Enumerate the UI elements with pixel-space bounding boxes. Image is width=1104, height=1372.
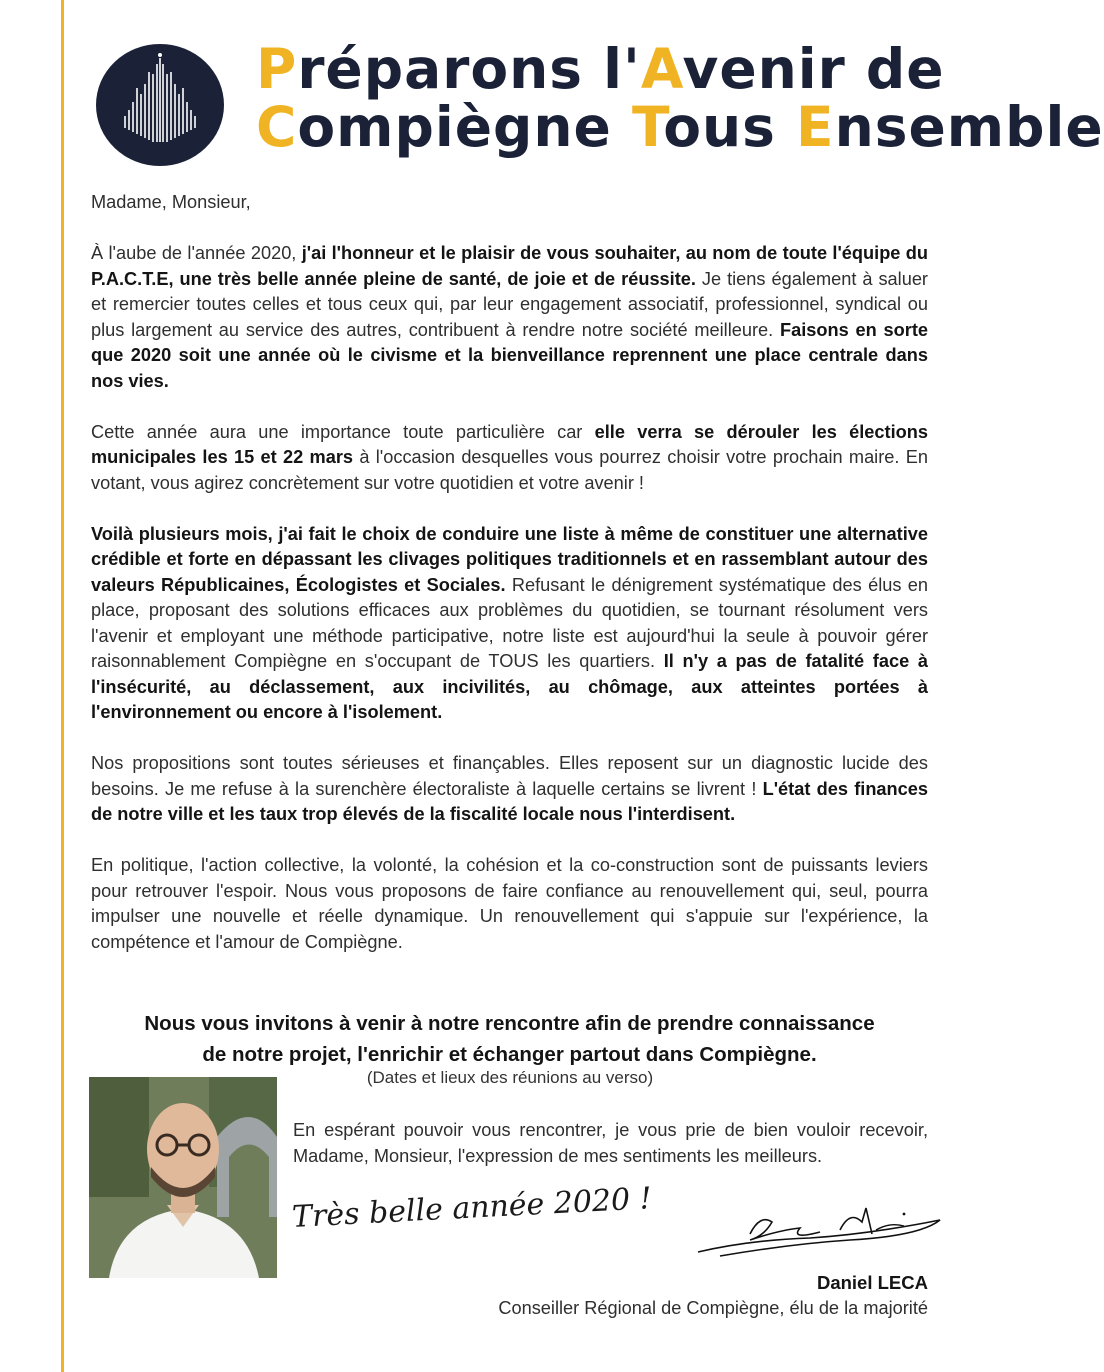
title-text: ous [663,95,797,159]
invitation-line-2: de notre projet, l'enrichir et échanger partout dans Compiègne. [202,1043,817,1066]
paragraph-text: Je tiens également à saluer et remercier toutes celles et tous ceux qui, par leur engagement associatif, professionnel, syndical ou plus largement au service des autres, contribuent à rendre notre société meilleure. [91,268,928,340]
emphasis-text: j'ai l'honneur et le plaisir de vous souhaiter, au nom de toute l'équipe du P.A.C.T.E, une très belle année pleine de santé, de joie et de réussite. [91,243,928,289]
handwritten-wish-text: Très belle année 2020 ! [291,1181,653,1235]
paragraph-text: Refusant le dénigrement systématique des élus en place, proposant des solutions efficaces aux problèmes du quotidien, se tournant résolument vers l'avenir et employant une méthode participative, notre liste est aujourd'hui la seule à pouvoir gérer raisonnablement Compiègne en s'occupant de TOUS les quartiers. [91,574,929,671]
title-text: venir de [682,37,945,101]
page-title [256,37,1104,159]
city-skyline-icon [96,44,224,166]
invitation [91,1008,928,1070]
letter-paragraph [91,853,928,955]
title-initial: T [631,95,664,159]
invitation-line-1: Nous vous invitons à venir à notre rencontre afin de prendre connaissance [144,1012,875,1035]
salutation: Madame, Monsieur, [91,192,251,212]
letter-paragraph [91,522,928,726]
paragraph-text: À l'aube de l'année 2020, [91,243,302,263]
emphasis-text: Voilà plusieurs mois, j'ai fait le choix de conduire une liste à même de constituer une alternative crédible et forte en dépassant les clivages politiques traditionnels et en rassemblant autour des valeurs Républicaines, Écologistes et Sociales. [91,523,928,595]
emphasis-text: Il n'y a pas de fatalité face à l'insécurité, au déclassement, aux incivilités, au chômage, aux atteintes portées à l'environnement ou encore à l'isolement. [91,651,928,722]
paragraph-text: Nos propositions sont toutes sérieuses et finançables. Elles reposent sur un diagnostic lucide des besoins. Je me refuse à la surenchère électoraliste à laquelle certains se livrent ! [91,753,928,799]
title-line-2 [256,95,1104,159]
paragraph-text: En politique, l'action collective, la volonté, la cohésion et la co-construction sont de puissants leviers pour retrouver l'espoir. Nous vous proposons de faire confiance au renouvellement qui, seul, pourra impulser une nouvelle et réelle dynamique. Un renouvellement qui s'appuie sur l'expérience, la compétence et l'amour de Compiègne. [91,855,928,952]
letter-paragraph [91,241,928,394]
title-text: ompiègne [297,95,632,159]
title-initial: A [640,37,683,101]
signature [690,1200,950,1264]
title-text: réparons l' [297,37,641,101]
title-initial: E [796,95,835,159]
letter-body [91,190,928,981]
letter-paragraph [91,751,928,828]
title-initial: C [256,95,298,159]
signer-name: Daniel LECA [816,1272,928,1293]
logo [96,44,224,166]
dates-note: (Dates et lieux des réunions au verso) [366,1068,654,1087]
accent-margin-line [61,0,64,1372]
closing-text: En espérant pouvoir vous rencontrer, je vous prie de bien vouloir recevoir, Madame, Monsieur, l'expression de mes sentiments les meilleurs. [293,1120,928,1166]
title-line-1 [256,37,946,101]
emphasis-text: Faisons en sorte que 2020 soit une année où le civisme et la bienveillance reprennent une place centrale dans nos vies. [91,319,928,391]
emphasis-text: elle verra se dérouler les élections municipales les 15 et 22 mars [91,421,928,467]
signature-icon [690,1200,950,1264]
paragraph-text: à l'occasion desquelles vous pourrez choisir votre prochain maire. En votant, vous agirez concrètement sur votre quotidien et votre avenir ! [91,447,928,493]
paragraph-text: Cette année aura une importance toute particulière car [91,421,595,442]
emphasis-text: L'état des finances de notre ville et les taux trop élevés de la fiscalité locale nous l'interdisent. [91,778,928,824]
title-initial: P [256,37,298,101]
signer-role: Conseiller Régional de Compiègne, élu de la majorité [498,1298,928,1318]
handwritten-wish [291,1181,653,1252]
candidate-photo [89,1077,277,1278]
letter-paragraph [91,420,928,497]
title-text: nsemble [834,95,1104,159]
letter-paragraphs [91,241,928,955]
